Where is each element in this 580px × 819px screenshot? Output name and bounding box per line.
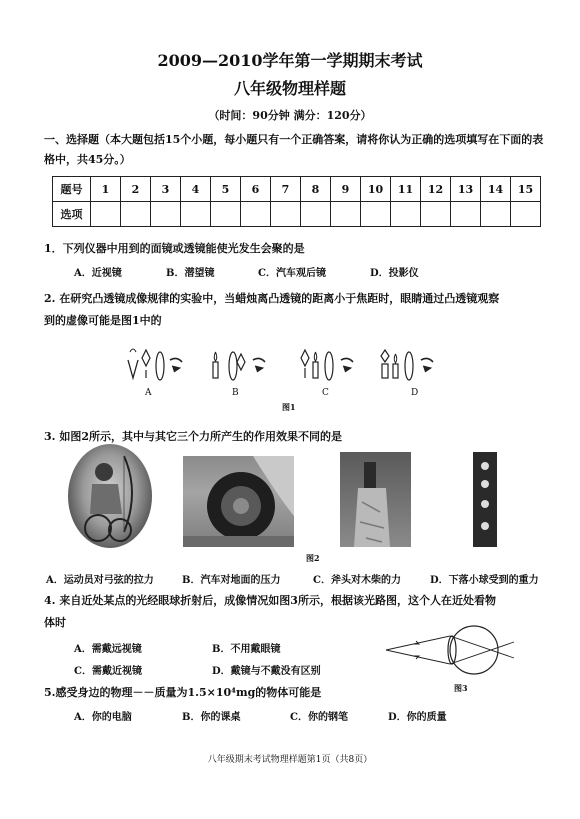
answer-table-number: 11 — [391, 177, 421, 202]
answer-table-number: 1 — [91, 177, 121, 202]
answer-table-number: 9 — [331, 177, 361, 202]
section-instructions: 一、选择题（本大题包括15个小题，每小题只有一个正确答案，请将你认为正确的选项填写在下面的表格中，共45分。） — [44, 133, 544, 166]
answer-cell[interactable] — [391, 202, 421, 227]
answer-cell[interactable] — [361, 202, 391, 227]
answer-cell[interactable] — [511, 202, 541, 227]
answer-cell[interactable] — [301, 202, 331, 227]
fig1-label-d: D — [411, 388, 419, 398]
fig1-setup-c — [301, 350, 353, 380]
axe-wood-photo — [340, 452, 411, 547]
answer-table-option-row — [53, 202, 541, 227]
q1-option-d: D．投影仪 — [370, 268, 419, 279]
answer-cell[interactable] — [451, 202, 481, 227]
q3-option-c: C．斧头对木柴的力 — [313, 575, 401, 586]
answer-cell[interactable] — [151, 202, 181, 227]
fig2-caption: 图2 — [306, 553, 320, 563]
answer-table-number: 6 — [241, 177, 271, 202]
answer-cell[interactable] — [421, 202, 451, 227]
figure-3-eye-diagram — [384, 620, 516, 680]
fig1-label-a: A — [145, 388, 152, 398]
fig1-setup-a — [128, 349, 182, 380]
q4-stem-line1: 4. 来自近处某点的光经眼球折射后，成像情况如图3所示，根据该光路图，这个人在近处看物 — [44, 594, 496, 607]
answer-cell[interactable] — [181, 202, 211, 227]
answer-table-row-label: 选项 — [53, 202, 91, 227]
figure-1 — [110, 340, 450, 420]
q3-option-a: A．运动员对弓弦的拉力 — [46, 575, 154, 586]
answer-table-number: 2 — [121, 177, 151, 202]
q3-option-d: D．下落小球受到的重力 — [430, 575, 539, 586]
answer-table-number: 15 — [511, 177, 541, 202]
q5-stem: 5.感受身边的物理－－质量为1.5×10⁴mg的物体可能是 — [44, 686, 322, 699]
answer-cell[interactable] — [241, 202, 271, 227]
q2-stem-line1: 2. 在研究凸透镜成像规律的实验中，当蜡烛离凸透镜的距离小于焦距时，眼睛通过凸透镜观察 — [44, 292, 500, 305]
falling-ball-icon — [473, 452, 497, 547]
fig1-setup-b — [213, 352, 265, 380]
answer-cell[interactable] — [121, 202, 151, 227]
q4-stem-line2: 体时 — [44, 616, 66, 629]
answer-table-number-row — [53, 177, 541, 202]
answer-table-number: 14 — [481, 177, 511, 202]
q5-option-b: B．你的课桌 — [182, 712, 241, 723]
q5-option-d: D．你的质量 — [388, 712, 447, 723]
q1-option-c: C．汽车观后镜 — [258, 268, 326, 279]
answer-cell[interactable] — [211, 202, 241, 227]
answer-cell[interactable] — [271, 202, 301, 227]
q1-option-a: A．近视镜 — [74, 268, 122, 279]
q5-option-c: C．你的钢笔 — [290, 712, 348, 723]
answer-table-number: 8 — [301, 177, 331, 202]
answer-table-number: 12 — [421, 177, 451, 202]
exam-title: 2009—2010学年第一学期期末考试 — [157, 51, 423, 70]
answer-table-number: 7 — [271, 177, 301, 202]
fig3-caption: 图3 — [454, 683, 468, 693]
answer-cell[interactable] — [91, 202, 121, 227]
exam-info: （时间：90分钟 满分：120分） — [208, 109, 372, 122]
answer-cell[interactable] — [331, 202, 361, 227]
answer-table-row-label: 题号 — [53, 177, 91, 202]
q1-option-b: B．潜望镜 — [166, 268, 215, 279]
q4-option-d: D．戴镜与不戴没有区别 — [212, 666, 321, 677]
answer-table — [52, 176, 541, 227]
answer-table-number: 13 — [451, 177, 481, 202]
archer-icon — [68, 444, 152, 548]
fig1-caption: 图1 — [282, 402, 296, 412]
answer-cell[interactable] — [481, 202, 511, 227]
q4-option-b: B．不用戴眼镜 — [212, 644, 281, 655]
q4-option-c: C．需戴近视镜 — [74, 666, 142, 677]
q3-stem: 3. 如图2所示，其中与其它三个力所产生的作用效果不同的是 — [44, 430, 342, 443]
answer-table-number: 3 — [151, 177, 181, 202]
answer-table-number: 4 — [181, 177, 211, 202]
page-footer: 八年级期末考试物理样题第1页（共8页） — [207, 755, 373, 765]
exam-subtitle: 八年级物理样题 — [233, 79, 346, 98]
q2-stem-line2: 到的虚像可能是图1中的 — [44, 314, 162, 327]
answer-table-number: 5 — [211, 177, 241, 202]
fig1-label-c: C — [322, 388, 329, 398]
fig1-setup-d — [381, 350, 433, 380]
answer-table-number: 10 — [361, 177, 391, 202]
car-tire-photo — [183, 456, 294, 547]
falling-ball-photo — [473, 452, 497, 547]
q5-option-a: A．你的电脑 — [74, 712, 132, 723]
fig1-label-b: B — [232, 388, 239, 398]
q4-option-a: A．需戴远视镜 — [74, 644, 142, 655]
archer-photo — [68, 444, 152, 548]
q3-option-b: B．汽车对地面的压力 — [182, 575, 281, 586]
axe-icon — [340, 452, 411, 547]
tire-icon — [183, 456, 294, 547]
q1-stem: 1．下列仪器中用到的面镜或透镜能使光发生会聚的是 — [44, 242, 305, 255]
